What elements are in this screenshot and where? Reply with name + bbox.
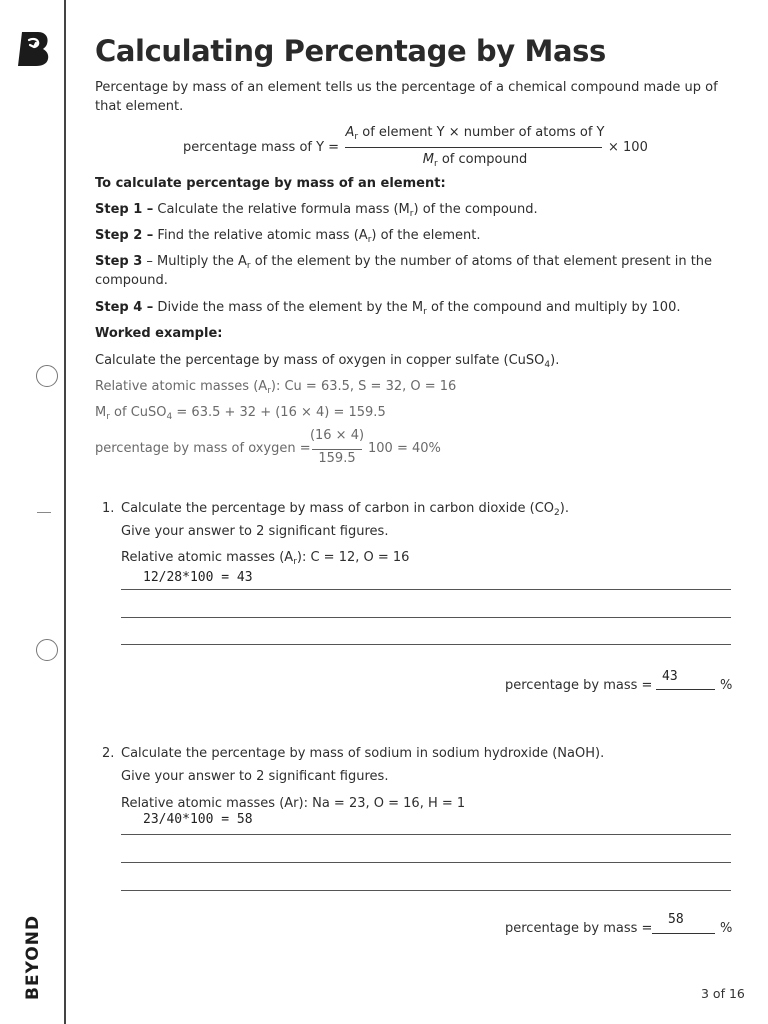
worked-calc-bar <box>312 449 362 450</box>
working-line[interactable] <box>121 862 731 863</box>
fold-mark <box>37 512 51 513</box>
worked-calc-denominator: 159.5 <box>318 451 356 466</box>
margin-rule <box>64 0 66 1024</box>
question-1-working[interactable]: 12/28*100 = 43 <box>143 570 253 585</box>
answer-unit: % <box>720 678 733 693</box>
page-number: 3 of 16 <box>701 986 745 1001</box>
working-line[interactable] <box>121 617 731 618</box>
question-2-instruction: Give your answer to 2 significant figures. <box>121 769 389 784</box>
worked-question: Calculate the percentage by mass of oxygen in copper sulfate (CuSO$_4$). <box>95 353 560 370</box>
question-number: 2. <box>102 746 115 761</box>
steps-heading: To calculate percentage by mass of an element: <box>95 176 446 191</box>
worked-calc-lhs: percentage by mass of oxygen = <box>95 441 311 456</box>
worked-masses: Relative atomic masses $(A_r)$: Cu = 63.5, S = 32, O = 16 <box>95 379 457 396</box>
worked-calc-rhs: 100 = 40% <box>368 441 441 456</box>
brand-name: BEYOND <box>23 914 43 1000</box>
answer-blank[interactable] <box>652 933 715 934</box>
worked-mr: $M_r$ of CuSO$_4$ = 63.5 + 32 + (16 × 4) = 159.5 <box>95 405 386 422</box>
step-4: Step 4 – Divide the mass of the element by the $M_r$ of the compound and multiply by 100. <box>95 300 681 317</box>
question-1-text: Calculate the percentage by mass of carbon in carbon dioxide $(CO_2)$. <box>121 501 569 518</box>
working-line[interactable] <box>121 890 731 891</box>
formula-multiplier: × 100 <box>608 140 648 155</box>
formula-fraction-bar <box>345 147 602 148</box>
beyond-logo-icon <box>16 30 50 66</box>
question-1-masses: Relative atomic masses $(A_r)$: C = 12, O = 16 <box>121 550 410 567</box>
answer-label: percentage by mass = <box>505 921 653 936</box>
question-2-masses: Relative atomic masses (Ar): Na = 23, O = 16, H = 1 <box>121 796 466 811</box>
punch-hole <box>36 639 58 661</box>
worked-calc-numerator: (16 × 4) <box>309 428 365 443</box>
page-title: Calculating Percentage by Mass <box>95 34 606 68</box>
question-number: 1. <box>102 501 115 516</box>
formula-lhs: percentage mass of Y = <box>183 140 340 155</box>
answer-unit: % <box>720 921 733 936</box>
step-3: Step 3 – Multiply the $A_r$ of the element by the number of atoms of that element present in the compound. <box>95 254 713 288</box>
intro-text: Percentage by mass of an element tells us the percentage of a chemical compound made up of that element. <box>95 80 718 114</box>
formula-denominator: $M_r$ of compound <box>422 152 528 169</box>
working-line[interactable] <box>121 644 731 645</box>
formula-numerator: $A_r$ of element Y × number of atoms of Y <box>345 125 605 142</box>
worked-heading: Worked example: <box>95 326 223 341</box>
question-2-answer[interactable]: 58 <box>668 912 684 927</box>
question-2-working[interactable]: 23/40*100 = 58 <box>143 812 253 827</box>
answer-label: percentage by mass = <box>505 678 653 693</box>
question-2-text: Calculate the percentage by mass of sodium in sodium hydroxide (NaOH). <box>121 746 605 761</box>
punch-hole <box>36 365 58 387</box>
step-2: Step 2 – Find the relative atomic mass $(A_r)$ of the element. <box>95 228 481 245</box>
question-1-answer[interactable]: 43 <box>662 669 678 684</box>
working-line[interactable] <box>121 589 731 590</box>
working-line[interactable] <box>121 834 731 835</box>
answer-blank[interactable] <box>656 689 715 690</box>
question-1-instruction: Give your answer to 2 significant figures. <box>121 524 389 539</box>
step-1: Step 1 – Calculate the relative formula mass $(M_r)$ of the compound. <box>95 202 538 219</box>
